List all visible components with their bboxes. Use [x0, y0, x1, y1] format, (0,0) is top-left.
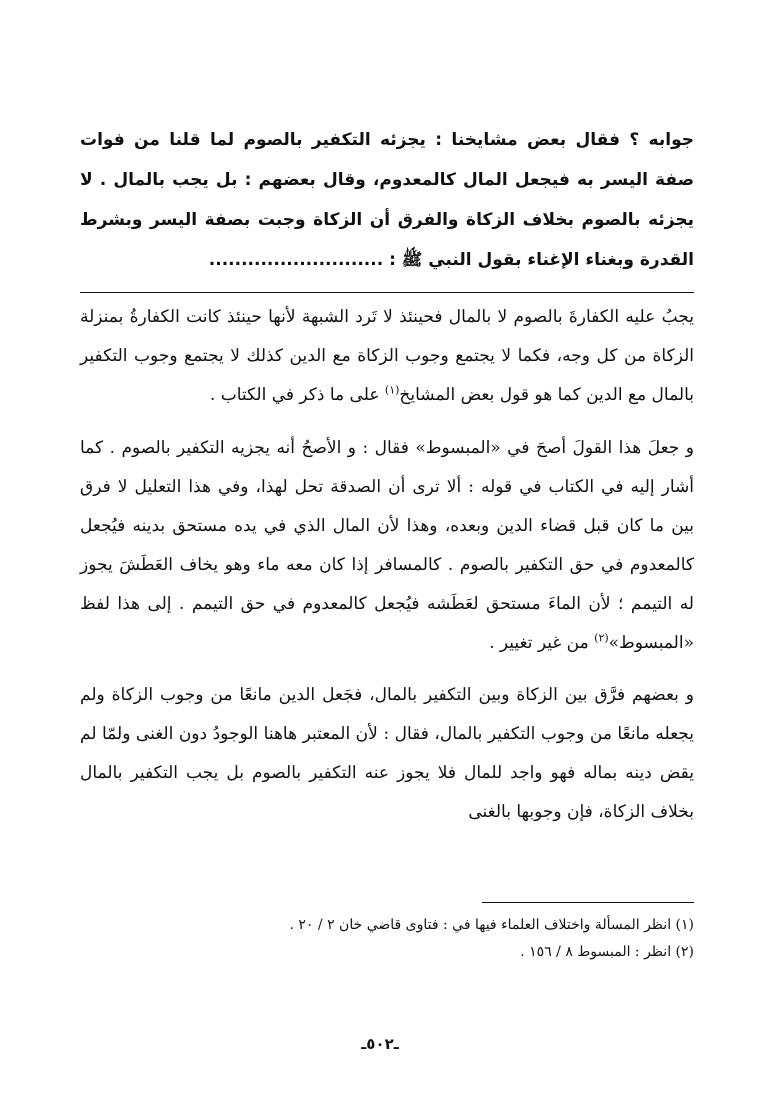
footnote-ref-1: (١) — [384, 383, 400, 397]
footnote-2: (٢) انظر : المبسوط ٨ / ١٥٦ . — [520, 944, 694, 960]
commentary-paragraph-3: و بعضهم فرَّق بين الزكاة وبين التكفير بالمال، فجَعل الدين مانعًا من وجوب الزكاة ولم يجعله مانعًا من وجوب التكفير بالمال، فقال : لأن المعتبر هاهنا الوجودُ دون الغنى ولمّا لم يقض دينه بماله فهو واجد للمال فلا يجوز عنه التكفير بالصوم بل يجب التكفير بالمال بخلاف الزكاة، فإن وجوبها بالغنى — [80, 685, 694, 822]
main-text-paragraph: جوابه ؟ فقال بعض مشايخنا : يجزئه التكفير بالصوم لما قلنا من فوات صفة اليسر به فيجعل المال كالمعدوم، وقال بعضهم : بل يجب بالمال . لا يجزئه بالصوم بخلاف الزكاة والفرق أن الزكاة وجبت بصفة اليسر وبشرط القدرة وبغناء الإغناء بقول النبي ﷺ : ........................... — [80, 130, 694, 270]
commentary-paragraph-2 — [80, 429, 694, 663]
commentary-block — [80, 298, 694, 845]
page-number: ـ٥٠٢ـ — [361, 1035, 399, 1053]
commentary-paragraph-1-text: يجبُ عليه الكفارةَ بالصوم لا بالمال فحينئذ لا تَرد الشبهة لأنها حينئذ كانت الكفارةُ بمنزلة الزكاة من كل وجه، فكما لا يجتمع وجوب الزكاة مع الدين كذلك لا يجتمع وجوب التكفير بالمال مع الدين كما هو قول بعض المشايخ — [80, 307, 694, 405]
commentary-paragraph-2-tail: من غير تغيير . — [489, 633, 595, 653]
commentary-paragraph-2-text: و جعلَ هذا القولَ أصحَ في «المبسوط» فقال : و الأصحُ أنه يجزيه التكفير بالصوم . كما أشار إليه في الكتاب في قوله : ألا ترى أن الصدقة تحل لهذا، وفي هذا التعليل لا فرق بين ما كان قبل قضاء الدين وبعده، وهذا لأن المال الذي في يده مستحق بدينه فيُجعل كالمعدوم في حق التكفير بالصوم . كالمسافر إذا كان معه ماء وهو يخاف العَطَشَ يجوز له التيمم ؛ لأن الماءَ مستحق لعَطَشه فيُجعل كالمعدوم في حق التيمم . إلى هذا لفظ «المبسوط» — [80, 438, 694, 653]
footnote-1: (١) انظر المسألة واختلاف العلماء فيها في : فتاوى قاضي خان ٢ / ٢٠ . — [289, 917, 694, 933]
main-text-block — [80, 120, 694, 280]
footnote-ref-2: (٢) — [594, 631, 609, 645]
footnotes — [134, 912, 694, 966]
footnote-separator — [482, 902, 694, 903]
main-text-separator — [80, 292, 694, 293]
commentary-paragraph-1 — [80, 298, 694, 415]
commentary-paragraph-1-tail: على ما ذكر في الكتاب . — [209, 385, 385, 405]
